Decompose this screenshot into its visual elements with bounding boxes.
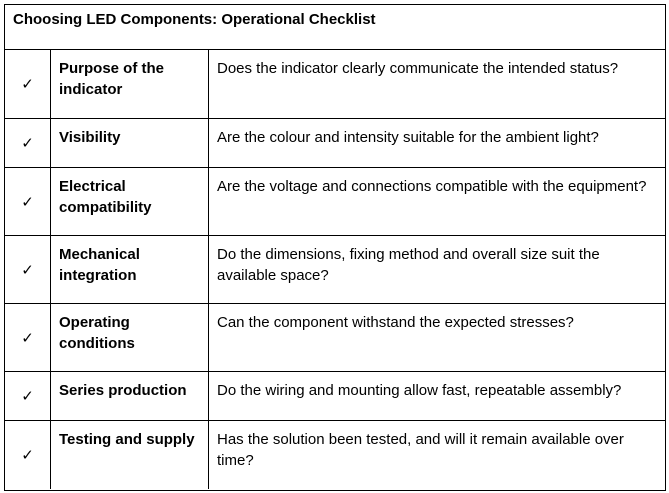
checklist-table	[4, 4, 666, 491]
row-topic: Mechanical integration	[51, 236, 209, 303]
row-question: Are the colour and intensity suitable for the ambient light?	[217, 129, 599, 146]
check-icon: ✓	[5, 119, 51, 167]
row-question: Has the solution been tested, and will it remain available over time?	[217, 431, 624, 469]
table-row	[5, 236, 665, 304]
check-icon: ✓	[5, 421, 51, 489]
check-icon: ✓	[5, 168, 51, 235]
check-icon: ✓	[5, 304, 51, 371]
row-question: Do the wiring and mounting allow fast, repeatable assembly?	[217, 382, 622, 399]
table-row	[5, 119, 665, 168]
table-row	[5, 168, 665, 236]
row-topic: Visibility	[51, 119, 209, 167]
row-question: Are the voltage and connections compatible with the equipment?	[217, 178, 647, 195]
row-topic: Electrical compatibility	[51, 168, 209, 235]
check-icon: ✓	[5, 50, 51, 118]
table-row	[5, 421, 665, 489]
row-question: Do the dimensions, fixing method and overall size suit the available space?	[217, 246, 600, 284]
table-row	[5, 372, 665, 421]
row-question: Does the indicator clearly communicate the intended status?	[217, 60, 619, 77]
table-row	[5, 304, 665, 372]
row-topic: Operating conditions	[51, 304, 209, 371]
row-topic: Testing and supply	[51, 421, 209, 489]
table-title: Choosing LED Components: Operational Checklist	[5, 5, 665, 50]
table-row	[5, 50, 665, 119]
row-topic: Series production	[51, 372, 209, 420]
check-icon: ✓	[5, 236, 51, 303]
check-icon: ✓	[5, 372, 51, 420]
row-question: Can the component withstand the expected stresses?	[217, 314, 574, 331]
row-topic: Purpose of the indicator	[51, 50, 209, 118]
